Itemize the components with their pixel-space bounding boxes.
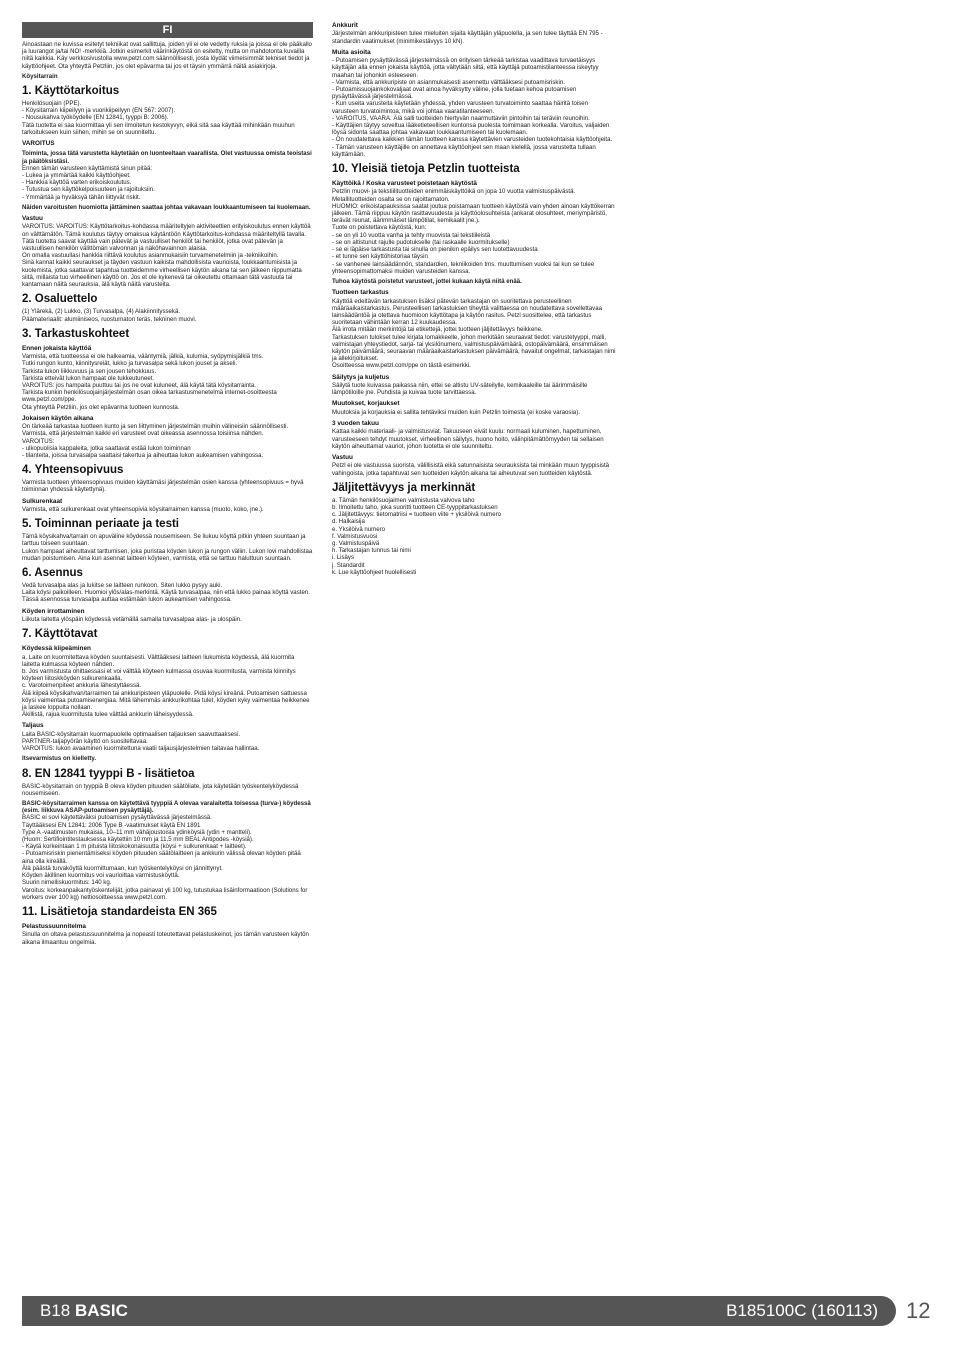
product-type: Köysitarrain	[22, 72, 58, 80]
rope-removal-text: Liikuta laitetta ylöspäin köydessä vetämällä samalla turvasalpaa alas- ja ulospäin.	[22, 616, 242, 623]
storage-heading: Säilytys ja kuljetus	[332, 373, 390, 381]
footer-product	[40, 1296, 128, 1326]
traceability-title: Jäljitettävyys ja merkinnät	[332, 481, 476, 494]
section-6	[22, 567, 313, 623]
rope-removal-heading: Köyden irrottaminen	[22, 607, 85, 615]
connectors-heading: Sulkurenkaat	[22, 497, 63, 505]
section-6-title: 6. Asennus	[22, 566, 83, 579]
section-8	[22, 768, 313, 901]
rescue-plan-heading: Pelastussuunnitelma	[22, 922, 86, 930]
section-5-text: Tämä köysikahva/tarrain on apuväline köydessä nousemiseen. Se liukuu köyttä pitkin yhteen suuntaan ja tarttuu toiseen suuntaan. Lukon hampaat aiheuttavat tarttumisen, joka puristaa köyden lukon ja rungon väliin. Lukon lovi mahdollistaa mudan poistumisen. Aina kun asennat laitteen köyteen, varmista, että se tarttuu haluttuun suuntaan.	[22, 533, 313, 562]
warning-text: Ennen tämän varusteen käyttämistä sinun pitää: - Lukea ja ymmärtää kaikki käyttöohjeet. - Hankkia käyttöä varten erikoiskoulutus. - Tutustua sen käyttökelpoisuuteen ja rajoituksiin. - Ymmärtää ja hyväksyä tähän liittyvät riskit.	[22, 164, 155, 201]
warning-bold: Toiminta, jossa tätä varustetta käytetään on luonteeltaan vaarallista. Olet vastuussa omista teoistasi ja päätöksistäsi.	[22, 150, 312, 165]
section-10-title: 10. Yleisiä tietoja Petzlin tuotteista	[332, 163, 520, 176]
before-use-text: Varmista, että tuotteessa ei ole halkeamia, vääntymiä, jälkiä, kulumia, syöpymisjälkiä tms. Tutki rungon kunto, kiinnitysreiät, lukko ja turvasalpa sekä lukon jouset ja akseli. Tarkista lukon liikkuvuus ja sen jousen tehokkuus. Tarkista etteivät lukon hampaat ole tukkeutuneet. VAROITUS: jos hampaita puuttuu tai jos ne ovat kuluneet, älä käytä tätä köysitarrainta. Tarkista kunkin henkilösuojainjärjestelmän osan oikea tarkastusmenetelmä internet-osoitteesta www.petzl.com/ppe. Ota yhteyttä Petzliin, jos olet epävarma tuotteen kunnosta.	[22, 353, 277, 411]
connectors-text: Varmista, että sulkurenkaat ovat yhteensopivia köysitarraimen kanssa (muoto, koko, jne.).	[22, 505, 264, 513]
hauling-heading: Taljaus	[22, 722, 44, 730]
left-column	[22, 22, 313, 946]
section-1-title: 1. Käyttötarkoitus	[22, 85, 120, 98]
section-11-title: 11. Lisätietoja standardeista EN 365	[22, 905, 217, 918]
inspection-text: Käyttöä edeltävän tarkastuksen lisäksi pätevän tarkastajan on suoritettava perusteellinen määräaikaistarkastus. Perusteellisen tarkastuksen tiheyttä valittaessa on noudatettava sovellettavaa lainsäädäntöä ja otettava huomioon käyttötapa ja käytön rasitus. Petzl suosittelee, että tarkastus suoritetaan vähintään kerran 12 kuukaudessa. Älä irrota mitään merkintöjä tai etikettejä, jottei tuotteen jäljitettävyys heikkene. Tarkastuksen tulokset tulee kirjata lomakkeelle, johon merkitään seuraavat tiedot: varustetyyppi, malli, valmistajan yhteystiedot, sarja- tai yksilönumero, valmistuspäivämäärä, ostopäivämäärä, ensimmäisen käytön päivämäärä, seuraavan määräaikaistarkastuksen päivämäärä, havaitut ongelmat, tarkastajan nimi ja allekirjoitukset. Osoitteessa www.petzl.com/ppe on tästä esimerkki.	[332, 297, 616, 370]
section-10	[332, 163, 616, 477]
section-1	[22, 85, 313, 288]
section-3	[22, 328, 313, 459]
language-label: FI	[22, 22, 313, 38]
anchors-text: Järjestelmän ankkuripisteen tulee mieluiten sijaita käyttäjän yläpuolella, ja sen tulee täyttää EN 795 -standardin vaatimukset (minimikestävyys 10 kN).	[332, 30, 603, 45]
section-8-bold: BASIC-köysitarraimen kanssa on käytettävä tyyppiä A olevaa varalaitetta toisessa (turva-) köydessä (esim. liikkuva ASAP-putoamisen pysäyttäjä).	[22, 800, 311, 815]
traceability-section	[332, 482, 616, 576]
footer-model: B18	[40, 1301, 71, 1320]
section-4-title: 4. Yhteensopivuus	[22, 464, 124, 477]
section-5	[22, 518, 313, 562]
during-use-text: On tärkeää tarkastaa tuotteen kunto ja sen liittyminen järjestelmän muihin välineisiin säännöllisesti. Varmista, että järjestelmän kaikki eri varusteet ovat oikeassa asennossa toisiinsa nähden. VAROITUS: - ulkopuolisia kappaleita, jotka saattavat estää lukon toiminnan - tilanteita, joissa turvasalpa saattaisi takertua ja aiheuttaa lukon aukeamisen vahingossa.	[22, 423, 289, 459]
section-2-text: (1) Ylärekä, (2) Lukko, (3) Turvasalpa, (4) Alakiinnityssekä. Päämateriaalit: alumiiniseos, ruostumaton teräs, tekninen muovi.	[22, 308, 197, 323]
warranty-text: Kattaa kaikki materiaali- ja valmistusviat. Takuuseen eivät kuulu: normaali kuluminen, hapettuminen, varusteeseen tehdyt muutokset, virheellinen säilytys, huono hoito, välinpitämättömyyden tai sellaisen käytön aiheuttamat vauriot, johon tuotetta ei ole suunniteltu.	[332, 428, 604, 450]
footer-reference: B185100C (160113)	[726, 1301, 878, 1320]
section-5-title: 5. Toiminnan periaate ja testi	[22, 518, 179, 531]
responsibility-petzl-text: Petzl ei ole vastuussa suorista, välillisistä eikä satunnaisista seurauksista tai minkään muun tyyppisistä vahingoista, jotka tapahtuvat sen tuotteiden käytön aikana tai aiheutuvat sen tuotteiden käytöstä.	[332, 462, 610, 477]
traceability-text: a. Tämän henkilösuojaimen valmistusta valvova taho b. Ilmoitettu taho, joka suoritti tuotteen CE-tyyppitarkastuksen c. Jäljitettävyys: tietomatriisi = tuotteen viite + yksilöivä numero d. Halkaisija e. Yksilöivä numero f. Valmistusvuosi g. Valmistuspäivä h. Tarkastajan tunnus tai nimi i. Lisäys j. Standardit k. Lue käyttöohjeet huolellisesti	[332, 496, 502, 576]
responsibility-heading: Vastuu	[332, 453, 353, 461]
hauling-text: Laita BASIC-köysitarrain kuormapuolelle optimaalisen taljauksen saavuttaaksesi. PARTNER-taljapyörän käyttö on suositeltavaa. VAROITUS: lukon avaaminen kuormitettuna vaatii taljausjärjestelmien taitavaa hallintaa.	[22, 730, 260, 753]
section-4	[22, 464, 313, 513]
intro-text: Ainoastaan ne kuvissa esitetyt tekniikat ovat sallittuja, joiden yli ei ole vedetty ruksia ja joissa ei ole pääkallo ja luurangot ja/tai NO! -merkkiä. Jotkin esimerkit väärinkäytöstä on esitetty, mutta on mahdotonta kuvailla niitä kaikkia. Käy verkkosivustolla www.petzl.com säännöllisesti, josta löydät viimeisimmät tekniset tiedot ja käyttöohjeet. Ota yhteyttä Petzliin, jos olet epävarma tai jos et täysin ymmärrä näitä asiakirjoja.	[22, 41, 312, 70]
footer-bar	[22, 1296, 896, 1326]
section-7-title: 7. Käyttötavat	[22, 628, 98, 641]
section-3-title: 3. Tarkastuskohteet	[22, 327, 130, 340]
right-column	[332, 22, 616, 576]
responsibility-label: Vastuu	[22, 215, 43, 223]
anchors-section	[332, 22, 616, 158]
other-points-heading: Muita asioita	[332, 48, 371, 56]
lifetime-text: Petzlin muovi- ja tekstiilituotteiden enimmäiskäyttöikä on jopa 10 vuotta valmistuspäivästä. Metallituotteiden osalta se on rajoittamaton. HUOMIO: erikoistapauksissa saatat joutua poistamaan tuotteen käytöstä vain yhden ainoan käyttökerran jälkeen. Tämä riippuu käytön rasittavuudesta ja käyttöolosuhteista (ankarat olosuhteet, meriympäristö, terävät reunat, äärimmäiset lämpötilat, kemikaalit jne.). Tuote on poistettava käytöstä, kun: - se on yli 10 vuotta vanha ja tehty muovista tai tekstiileistä - se on altistunut rajulle pudotukselle (tai raskaalle kuormitukselle) - se ei läpäise tarkastusta tai sinulla on pienikin epäilys sen luotettavuudesta - et tunne sen käyttöhistoriaa täysin - se vanhenee lainsäädännön, standardien, tekniikoiden tms. muuttumisen vuoksi tai kun se tulee yhteensopimattomaksi muiden varusteiden kanssa.	[332, 188, 615, 275]
responsibility-text: VAROITUS: VAROITUS: Käyttötarkoitus-kohdassa määriteltyjen aktiviteettien erityiskoulutus ennen käyttöä on välttämätön. Tämä koulutus täytyy omaksua käytäntöön Käyttötarkoitus-kohdassa määriteltyllä tavalla. Tätä tuotetta saavat käyttää vain pätevät ja vastuulliset henkilöt tai henkilöt, jotka ovat pätevän ja vastuullisen henkilön välittömän valvonnan ja näköhavainnon alaisia. On omalla vastuullasi hankkia riittävä koulutus asianmukaisiin turvamenetelmiin ja -tekniikoihin. Sinä kannat kaikki seuraukset ja täyden vastuun kaikista mahdollisista vaurioista, loukkaantumisista ja kuolemista, jotka saattavat tapahtua tuotteidemme virheellisen käytön aikana tai sen jälkeen riippumatta siitä, millaista tuo virheellinen käyttö on. Jos et ole kykenevä tai oikeutettu ottamaan tätä vastuuta tai kantamaan näitä seurauksia, älä käytä näitä varusteita.	[22, 223, 311, 289]
anchors-heading: Ankkurit	[332, 22, 358, 29]
section-1-text: Henkilösuojain (PPE). - Köysitarrain kiipeilyyn ja vuorikiipeilyyn (EN 567: 2007). - Nousukahva työköydelle (EN 12841, tyyppi B: 2006). Tätä tuotetta ei saa kuormittaa yli sen ilmoitetun kestokyvyn, eikä sitä saa käyttää mihinkään muuhun tarkoitukseen kuin siihen, mihin se on suunniteltu.	[22, 100, 295, 136]
before-use-heading: Ennen jokaista käyttöä	[22, 344, 92, 352]
section-4-text: Varmista tuotteen yhteensopivuus muiden käyttämäsi järjestelmän osien kanssa (yhteensopivuus = hyvä toiminnan yhdessä käytettynä).	[22, 479, 304, 494]
rescue-plan-text: Sinulla on oltava pelastussuunnitelma ja nopeasti toteutettavat pelastuskeinot, jos tämän varusteen käytön aikana ilmaantuu ongelmia.	[22, 931, 309, 946]
destroy-text: Tuhoa käytöstä poistetut varusteet, jottei kukaan käytä niitä enää.	[332, 277, 522, 285]
section-8-title: 8. EN 12841 tyyppi B - lisätietoa	[22, 767, 195, 780]
section-2	[22, 293, 313, 322]
section-11	[22, 906, 313, 946]
lifetime-heading: Käyttöikä / Koska varusteet poistetaan käytöstä	[332, 180, 477, 188]
climbing-heading: Köydessä kiipeäminen	[22, 645, 91, 653]
section-8-text: BASIC-köysitarrain on tyyppiä B oleva köyden pituuden säätöliate, jota käytetään työskentelyköydessä nousemiseen.	[22, 782, 299, 797]
page-number: 12	[906, 1298, 931, 1323]
warning-label: VAROITUS	[22, 140, 55, 148]
self-belay-warning: Itsevarmistus on kielletty.	[22, 755, 97, 763]
footer-product-name: BASIC	[74, 1301, 128, 1320]
warning-bold-2: Näiden varoitusten huomiotta jättäminen saattaa johtaa vakavaan loukkaantumiseen tai kuolemaan.	[22, 203, 311, 211]
warranty-heading: 3 vuoden takuu	[332, 419, 379, 427]
during-use-heading: Jokaisen käytön aikana	[22, 414, 94, 422]
storage-text: Säilytä tuote kuivassa paikassa niin, ettei se altistu UV-säteilylle, kemikaaleille tai äärimmäisille lämpötiloille jne. Puhdista ja kuivaa tuote tarvittaessa.	[332, 381, 588, 397]
section-2-title: 2. Osaluettelo	[22, 293, 98, 306]
intro-section	[22, 41, 313, 80]
section-8-text-2: BASIC ei sovi käytettäväksi putoamisen pysäyttävässä järjestelmässä. Täyttääksesi EN 12841: 2006 Type B -vaatimukset käytä EN 1891 Type A -vaatimusten mukaisia, 10–11 mm vähäjoustoisia ydinköysiä (ydin + mantteli). (Huom: Sertifiointitestauksessa käytettiin 10 mm ja 11,5 mm BEAL Antipodes -köysiä). - Käytä korkeintaan 1 m pituista liitoskokonaisuutta (köysi + sulkurenkaat + laitteet). - Putoamisriskin pienentämiseksi köyden pituuden säätölaitteen ja ankkurin välissä olevan köyden pitää aina olla kireällä. Älä päästä turvaköyttä kuormittumaan, kun työskentelyköysi on jännittynyt. Köyden äkillinen kuormitus voi vaurioittaa varmistusköyttä. Suurin nimelliskuormitus: 140 kg. Varoitus: korkeanpaikantyöskentelijät, jotka painavat yli 100 kg, tutustukaa lisäinformaatioon (Solutions for workers over 100 kg) nettiosoitteessa www.petzl.com.	[22, 814, 308, 901]
modifications-heading: Muutokset, korjaukset	[332, 400, 400, 408]
modifications-text: Muutoksia ja korjauksia ei sallita tehtäviksi muiden kuin Petzlin toimesta (ei koske varaosia).	[332, 408, 580, 416]
climbing-text: a. Laite on kuormitettava köyden suuntaisesti. Välttääksesi laitteen liukumista köydessä, älä kuormita laitetta kulmassa köyteen nähden. b. Jos varmistusta ohittaessasi et voi välttää köyteen kulmassa osuvaa kuormitusta, varmista kiinnitys köyteen liitoskköyden sulkurenkaalla. c. Varotoimenpiteet ankkuria lähestyttäessä. Älä kiipeä köysikahvan/tarraimen tai ankkuripisteen yläpuolelle. Pidä köysi kireänä. Putoamisen sattuessa köysi vaimentaa putoamisenergiaa. Mitä lähemmäs ankkurikohtaa tulet, köyden kyky vaimentaa heikkenee ja laskee loppuita nollaan. Äkillistä, rajua kuormitusta tulee välttää ankkurin läheisyydessä.	[22, 653, 310, 719]
other-points-text: - Putoamisen pysäyttävässä järjestelmässä on erityisen tärkeää tarkistaa vaadittava turvaetäisyys käyttäjän alla ennen jokaista käyttöä, jotta vältytään siltä, että käyttäjä putoamistilanteessa iskeytyy maahan tai johonkin esteeseen. - Varmista, että ankkuripiste on asianmukaisesti asennettu välttääksesi putoamisriskin. - Putoamissuojainkokovaljaat ovat ainoa hyväksytty väline, jolla tuetaan kehoa putoamisen pysäyttävässä järjestelmässä. - Kun useita varusteita käytetään yhdessä, yhden varusteen turvatoiminto saattaa häiritä toisen varusteen turvatoimintoa, mikä voi johtaa vaaratilanteeseen. - VAROITUS, VAARA: Älä salli tuotteiden hiertyvän naarmuttaviin pintoihin tai teräviin reunoihin. - Käyttäjien täytyy soveltua lääketieteellisen kuntonsa puolesta toimimaan korkealla. Varoitus, valjaiden löysä sidonta saattaa johtaa vakavaan loukkaantumiseen tai kuolemaan. - On noudatettava kaikkien tämän tuotteen kanssa käytettävien varusteiden tuotekohtaisia käyttöohjeita. - Tämän varusteen käyttäjille on annettava käyttöohjeet sen maan kielellä, jossa varustetta tullaan käyttämään.	[332, 57, 613, 158]
section-7	[22, 628, 313, 762]
inspection-heading: Tuotteen tarkastus	[332, 289, 389, 297]
section-6-text: Vedä turvasalpa alas ja lukitse se laitteen runkoon. Siten lukko pysyy auki. Laita köysi paikoilleen. Huomioi ylös/alas-merkintä. Käytä turvasalpaa, niin että lukko painaa köyttä vasten. Tässä asennossa turvasalpa auttaa estämään lukon aukeamisen vahingossa.	[22, 581, 310, 604]
